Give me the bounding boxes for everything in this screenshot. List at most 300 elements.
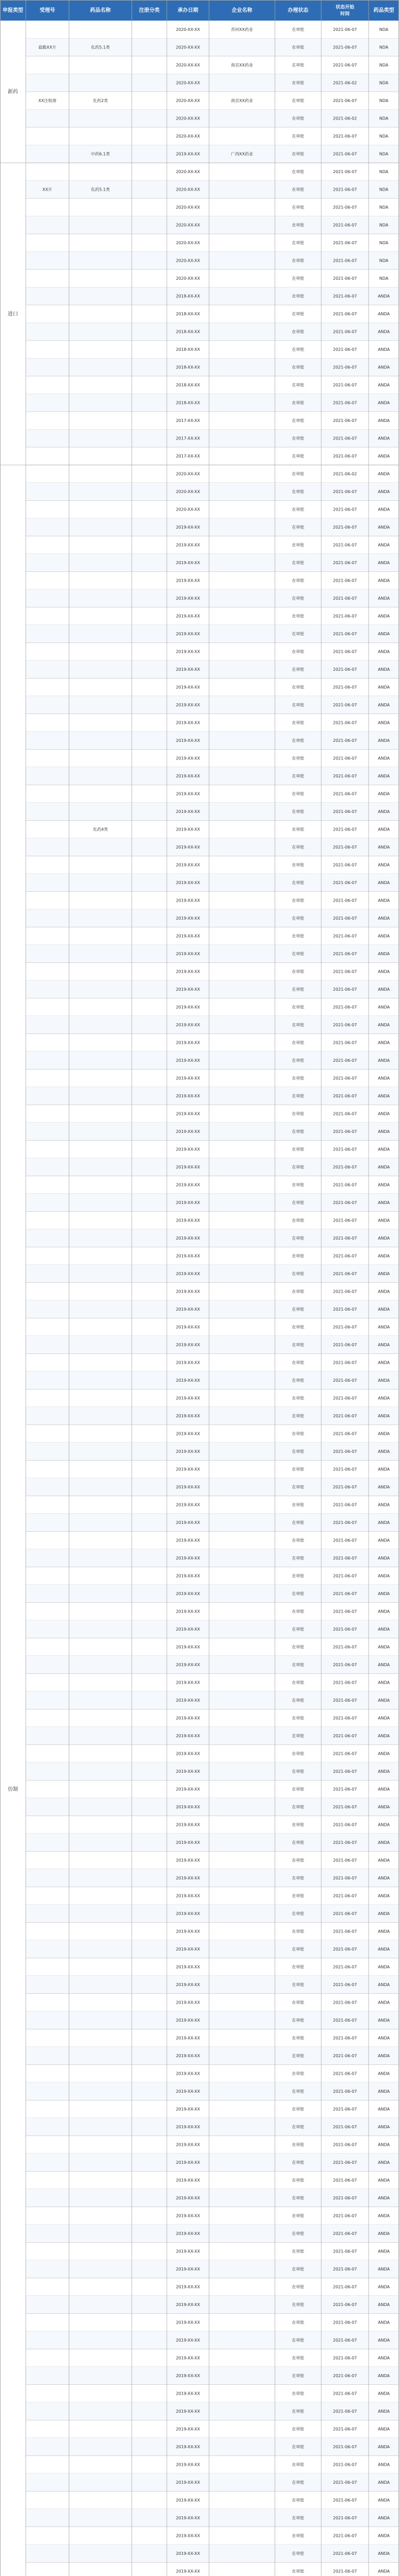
table-cell: 盐酸XX片	[38, 45, 57, 50]
table-cell: ANDA	[378, 791, 390, 796]
table-cell: 2021-06-07	[333, 2249, 357, 2254]
table-cell: 在审批	[292, 1076, 304, 1081]
table-cell: 2021-06-07	[333, 2320, 357, 2325]
table-cell: 2020-XX-XX	[176, 223, 200, 228]
table-cell: 在审批	[292, 862, 304, 868]
table-cell: 2021-06-07	[333, 1520, 357, 1525]
table-cell: 在审批	[292, 1858, 304, 1863]
table-cell: 在审批	[292, 2284, 304, 2290]
table-cell: 在审批	[292, 951, 304, 956]
table-cell: 2019-XX-XX	[176, 791, 200, 796]
table-cell: 在审批	[292, 1413, 304, 1418]
table-cell: 在审批	[292, 2124, 304, 2129]
table-cell: 2019-XX-XX	[176, 2355, 200, 2361]
table-cell: 在审批	[292, 773, 304, 778]
table-cell: 在审批	[292, 2160, 304, 2165]
table-cell: 2019-XX-XX	[176, 596, 200, 601]
table-cell: 2019-XX-XX	[176, 862, 200, 868]
table-cell: 2021-06-07	[333, 2142, 357, 2147]
table-cell: 在审批	[292, 720, 304, 725]
table-cell: 2019-XX-XX	[176, 1164, 200, 1170]
table-cell: 在审批	[292, 791, 304, 796]
table-cell: 在审批	[292, 809, 304, 814]
table-cell: 在审批	[292, 1484, 304, 1489]
table-cell: ANDA	[378, 1502, 390, 1507]
table-cell: ANDA	[378, 1182, 390, 1188]
table-cell: 2021-06-07	[333, 1787, 357, 1792]
table-cell: 2019-XX-XX	[176, 2107, 200, 2112]
table-cell: 2018-XX-XX	[176, 382, 200, 387]
table-cell: 在审批	[292, 1609, 304, 1614]
table-cell: NDA	[379, 169, 389, 174]
table-cell: ANDA	[378, 1325, 390, 1330]
table-cell: 在审批	[292, 1555, 304, 1561]
table-cell: 2019-XX-XX	[176, 1929, 200, 1934]
table-cell: ANDA	[378, 809, 390, 814]
table-cell: ANDA	[378, 1342, 390, 1347]
table-cell: ANDA	[378, 987, 390, 992]
table-cell: ANDA	[378, 1555, 390, 1561]
table-cell: 2021-06-07	[333, 1164, 357, 1170]
table-cell: 2019-XX-XX	[176, 1946, 200, 1952]
table-cell: ANDA	[378, 489, 390, 494]
table-cell: 2019-XX-XX	[176, 1502, 200, 1507]
table-cell: 2021-06-07	[333, 2266, 357, 2272]
table-cell: 2021-06-07	[333, 1129, 357, 1134]
table-cell: 2021-06-07	[333, 1147, 357, 1152]
table-cell: 2019-XX-XX	[176, 543, 200, 548]
table-cell: 2019-XX-XX	[176, 2071, 200, 2076]
table-cell: ANDA	[378, 1289, 390, 1294]
table-cell: ANDA	[378, 1716, 390, 1721]
table-cell: 在审批	[292, 1449, 304, 1454]
table-cell: ANDA	[378, 2036, 390, 2041]
table-cell: ANDA	[378, 1040, 390, 1045]
group-label: 仿制	[8, 1786, 18, 1792]
table-cell: ANDA	[378, 596, 390, 601]
header-cell: 承办日期	[178, 8, 198, 13]
table-cell: 在审批	[292, 1147, 304, 1152]
table-cell: 在审批	[292, 898, 304, 903]
table-cell: 在审批	[292, 702, 304, 707]
table-cell: 在审批	[292, 2355, 304, 2361]
table-cell: 2019-XX-XX	[176, 1040, 200, 1045]
table-cell: NDA	[379, 205, 389, 210]
table-cell: ANDA	[378, 1467, 390, 1472]
table-cell: 在审批	[292, 471, 304, 477]
table-cell: 2021-06-07	[333, 133, 357, 139]
table-cell: 2019-XX-XX	[176, 1093, 200, 1098]
table-cell: ANDA	[378, 685, 390, 690]
table-cell: 2021-06-07	[333, 1271, 357, 1276]
table-cell: 2021-06-07	[333, 880, 357, 885]
table-cell: 在审批	[292, 1058, 304, 1063]
table-cell: 2019-XX-XX	[176, 1822, 200, 1827]
table-cell: ANDA	[378, 1253, 390, 1259]
table-cell: ANDA	[378, 1200, 390, 1205]
table-cell: ANDA	[378, 1662, 390, 1667]
table-cell: 2019-XX-XX	[176, 1893, 200, 1899]
table-cell: 2021-06-07	[333, 2427, 357, 2432]
table-cell: ANDA	[378, 916, 390, 921]
table-cell: ANDA	[378, 1218, 390, 1223]
table-cell: 2019-XX-XX	[176, 1253, 200, 1259]
table-cell: 2019-XX-XX	[176, 2427, 200, 2432]
table-cell: 在审批	[292, 1840, 304, 1845]
table-cell: 化药4类	[93, 827, 108, 832]
table-cell: 在审批	[292, 2213, 304, 2218]
table-cell: 在审批	[292, 1182, 304, 1188]
table-cell: 2021-06-07	[333, 400, 357, 405]
table-cell: 2019-XX-XX	[176, 1378, 200, 1383]
table-cell: 在审批	[292, 1022, 304, 1027]
table-cell: 苏州XX药业	[231, 27, 253, 32]
table-cell: 2021-06-07	[333, 2231, 357, 2236]
table-cell: 2019-XX-XX	[176, 1751, 200, 1756]
table-cell: 2019-XX-XX	[176, 2480, 200, 2485]
table-cell: ANDA	[378, 471, 390, 477]
table-cell: 2021-06-07	[333, 2462, 357, 2467]
table-cell: ANDA	[378, 844, 390, 850]
table-cell: 在审批	[292, 27, 304, 32]
table-cell: 2018-XX-XX	[176, 365, 200, 370]
table-cell: 2020-XX-XX	[176, 507, 200, 512]
table-cell: 2018-XX-XX	[176, 294, 200, 299]
table-cell: ANDA	[378, 1893, 390, 1899]
table-cell: 2019-XX-XX	[176, 1396, 200, 1401]
table-cell: 2019-XX-XX	[176, 2266, 200, 2272]
table-cell: 在审批	[292, 80, 304, 86]
table-cell: 2019-XX-XX	[176, 1804, 200, 1809]
table-cell: NDA	[379, 98, 389, 103]
table-cell: 2019-XX-XX	[176, 1022, 200, 1027]
table-cell: 在审批	[292, 1502, 304, 1507]
table-cell: 2021-06-07	[333, 2337, 357, 2343]
table-cell: 2021-06-07	[333, 2000, 357, 2005]
table-cell: ANDA	[378, 631, 390, 636]
table-cell: 在审批	[292, 2178, 304, 2183]
table-cell: 2019-XX-XX	[176, 756, 200, 761]
table-cell: 在审批	[292, 453, 304, 459]
table-cell: 2021-06-07	[333, 1396, 357, 1401]
table-cell: 在审批	[292, 151, 304, 157]
table-cell: ANDA	[378, 2373, 390, 2378]
table-cell: 2021-06-07	[333, 2480, 357, 2485]
table-cell: 2019-XX-XX	[176, 685, 200, 690]
table-cell: ANDA	[378, 1982, 390, 1987]
table-cell: 2020-XX-XX	[176, 45, 200, 50]
table-cell: 2021-06-07	[333, 844, 357, 850]
table-cell: 2021-06-07	[333, 2284, 357, 2290]
table-cell: 在审批	[292, 2444, 304, 2449]
table-cell: 2019-XX-XX	[176, 1982, 200, 1987]
table-cell: 2019-XX-XX	[176, 1431, 200, 1436]
table-cell: 2019-XX-XX	[176, 2213, 200, 2218]
table-cell: 2021-06-07	[333, 2124, 357, 2129]
table-cell: 在审批	[292, 1520, 304, 1525]
table-cell: 2021-06-07	[333, 27, 357, 32]
table-cell: 在审批	[292, 1289, 304, 1294]
table-cell: ANDA	[378, 1858, 390, 1863]
table-cell: ANDA	[378, 453, 390, 459]
table-cell: ANDA	[378, 2053, 390, 2058]
table-cell: ANDA	[378, 1111, 390, 1116]
table-cell: 2019-XX-XX	[176, 1680, 200, 1685]
table-cell: ANDA	[378, 382, 390, 387]
table-cell: 2021-06-07	[333, 329, 357, 334]
table-cell: 2021-06-07	[333, 1591, 357, 1596]
table-cell: ANDA	[378, 1413, 390, 1418]
table-cell: NDA	[379, 45, 389, 50]
table-cell: ANDA	[378, 1733, 390, 1738]
table-cell: ANDA	[378, 2391, 390, 2396]
table-cell: 在审批	[292, 1645, 304, 1650]
table-cell: 在审批	[292, 524, 304, 530]
table-cell: 2019-XX-XX	[176, 1875, 200, 1880]
table-cell: 在审批	[292, 1822, 304, 1827]
table-cell: 2021-06-07	[333, 1573, 357, 1579]
table-cell: 2017-XX-XX	[176, 418, 200, 423]
table-cell: ANDA	[378, 1307, 390, 1312]
table-cell: 2020-XX-XX	[176, 133, 200, 139]
table-cell: ANDA	[378, 969, 390, 974]
table-cell: 2021-06-07	[333, 560, 357, 565]
table-cell: 在审批	[292, 365, 304, 370]
header-cell: 企业名称	[232, 8, 252, 13]
table-cell: 2021-06-07	[333, 489, 357, 494]
table-cell: 2021-06-07	[333, 1307, 357, 1312]
table-cell: ANDA	[378, 1396, 390, 1401]
table-cell: ANDA	[378, 1129, 390, 1134]
table-cell: ANDA	[378, 720, 390, 725]
table-cell: 2021-06-02	[333, 116, 357, 121]
table-cell: 在审批	[292, 1253, 304, 1259]
table-cell: 2021-06-07	[333, 205, 357, 210]
table-cell: 2021-06-07	[333, 1946, 357, 1952]
table-cell: 2019-XX-XX	[176, 1289, 200, 1294]
table-cell: NDA	[379, 240, 389, 245]
table-cell: 2019-XX-XX	[176, 1698, 200, 1703]
table-cell: 在审批	[292, 1111, 304, 1116]
table-cell: ANDA	[378, 1929, 390, 1934]
table-cell: 2018-XX-XX	[176, 347, 200, 352]
table-cell: 2021-06-07	[333, 2160, 357, 2165]
table-cell: 在审批	[292, 1467, 304, 1472]
table-cell: 2019-XX-XX	[176, 1645, 200, 1650]
table-cell: 2021-06-07	[333, 1413, 357, 1418]
table-cell: 2021-06-07	[333, 1645, 357, 1650]
table-cell: 2019-XX-XX	[176, 2462, 200, 2467]
table-cell: 2019-XX-XX	[176, 2195, 200, 2200]
table-cell: 2021-06-07	[333, 169, 357, 174]
table-cell: ANDA	[378, 2213, 390, 2218]
group-label: 进口	[8, 311, 18, 317]
table-cell: 在审批	[292, 223, 304, 228]
table-cell: 2019-XX-XX	[176, 1484, 200, 1489]
table-cell: 在审批	[292, 1751, 304, 1756]
table-cell: 2021-06-07	[333, 578, 357, 583]
table-cell: 中药6.1类	[91, 151, 110, 157]
table-cell: 2020-XX-XX	[176, 276, 200, 281]
table-cell: 2021-06-07	[333, 2551, 357, 2556]
table-cell: 在审批	[292, 329, 304, 334]
table-cell: ANDA	[378, 1378, 390, 1383]
table-cell: 在审批	[292, 1929, 304, 1934]
table-cell: 2019-XX-XX	[176, 2124, 200, 2129]
table-cell: ANDA	[378, 1875, 390, 1880]
table-cell: 2021-06-07	[333, 1751, 357, 1756]
table-cell: ANDA	[378, 934, 390, 939]
table-cell: 在审批	[292, 560, 304, 565]
header-cell: 受理号	[40, 8, 55, 13]
table-cell: 在审批	[292, 2337, 304, 2343]
table-cell: 在审批	[292, 1964, 304, 1970]
table-cell: ANDA	[378, 1626, 390, 1632]
table-cell: 2021-06-07	[333, 1893, 357, 1899]
table-cell: 在审批	[292, 45, 304, 50]
table-cell: 在审批	[292, 738, 304, 743]
table-cell: 2021-06-07	[333, 738, 357, 743]
table-cell: 2019-XX-XX	[176, 1555, 200, 1561]
table-cell: 2021-06-07	[333, 1040, 357, 1045]
table-cell: 2021-06-07	[333, 276, 357, 281]
table-cell: NDA	[379, 223, 389, 228]
table-cell: 在审批	[292, 578, 304, 583]
table-cell: 2021-06-07	[333, 151, 357, 157]
table-cell: ANDA	[378, 1076, 390, 1081]
table-cell: 2019-XX-XX	[176, 880, 200, 885]
table-cell: 2019-XX-XX	[176, 1467, 200, 1472]
table-cell: ANDA	[378, 1431, 390, 1436]
table-cell: ANDA	[378, 1645, 390, 1650]
table-cell: 在审批	[292, 276, 304, 281]
table-cell: ANDA	[378, 2551, 390, 2556]
table-cell: 2019-XX-XX	[176, 614, 200, 619]
table-cell: 2021-06-07	[333, 1875, 357, 1880]
table-cell: 2021-06-07	[333, 2089, 357, 2094]
table-cell: 2021-06-07	[333, 187, 357, 192]
table-cell: NDA	[379, 116, 389, 121]
table-cell: ANDA	[378, 2409, 390, 2414]
table-cell: 2019-XX-XX	[176, 2551, 200, 2556]
table-cell: 2019-XX-XX	[176, 631, 200, 636]
table-cell: 2021-06-07	[333, 2498, 357, 2503]
table-cell: 2018-XX-XX	[176, 400, 200, 405]
table-cell: 2020-XX-XX	[176, 116, 200, 121]
table-cell: 2020-XX-XX	[176, 258, 200, 263]
table-cell: ANDA	[378, 827, 390, 832]
table-cell: 在审批	[292, 987, 304, 992]
table-cell: 2021-06-07	[333, 916, 357, 921]
table-cell: 2019-XX-XX	[176, 2569, 200, 2574]
table-cell: ANDA	[378, 2569, 390, 2574]
table-cell: 2021-06-07	[333, 2409, 357, 2414]
table-cell: ANDA	[378, 773, 390, 778]
table-cell: 2021-06-07	[333, 1964, 357, 1970]
table-cell: ANDA	[378, 1271, 390, 1276]
table-cell: 在审批	[292, 2498, 304, 2503]
table-cell: 2019-XX-XX	[176, 1076, 200, 1081]
table-cell: 2021-06-07	[333, 1484, 357, 1489]
table-cell: ANDA	[378, 1058, 390, 1063]
table-cell: ANDA	[378, 738, 390, 743]
table-cell: 2020-XX-XX	[176, 169, 200, 174]
table-cell: ANDA	[378, 2427, 390, 2432]
table-cell: 2021-06-07	[333, 1822, 357, 1827]
table-cell: NDA	[379, 187, 389, 192]
table-cell: 在审批	[292, 631, 304, 636]
table-cell: 2019-XX-XX	[176, 2178, 200, 2183]
table-cell: 在审批	[292, 2462, 304, 2467]
table-cell: 2021-06-07	[333, 347, 357, 352]
table-cell: 2021-06-07	[333, 685, 357, 690]
table-cell: 2019-XX-XX	[176, 2409, 200, 2414]
header-cell: 时间	[340, 11, 350, 17]
table-cell: 2021-06-07	[333, 258, 357, 263]
table-cell: 2019-XX-XX	[176, 2160, 200, 2165]
table-cell: 在审批	[292, 969, 304, 974]
table-cell: 2021-06-07	[333, 436, 357, 441]
table-cell: ANDA	[378, 2018, 390, 2023]
table-cell: 在审批	[292, 827, 304, 832]
table-cell: 在审批	[292, 2107, 304, 2112]
table-cell: ANDA	[378, 1804, 390, 1809]
table-cell: 2019-XX-XX	[176, 1733, 200, 1738]
table-cell: 2019-XX-XX	[176, 2142, 200, 2147]
table-cell: 2021-06-07	[333, 240, 357, 245]
table-cell: 在审批	[292, 1396, 304, 1401]
table-cell: 2019-XX-XX	[176, 1342, 200, 1347]
table-cell: 2019-XX-XX	[176, 1911, 200, 1916]
table-cell: 2020-XX-XX	[176, 62, 200, 67]
table-cell: NDA	[379, 62, 389, 67]
table-cell: ANDA	[378, 400, 390, 405]
table-cell: 2021-06-07	[333, 1538, 357, 1543]
table-cell: 2019-XX-XX	[176, 560, 200, 565]
table-cell: 在审批	[292, 1626, 304, 1632]
table-cell: 在审批	[292, 1893, 304, 1899]
table-cell: 2019-XX-XX	[176, 1787, 200, 1792]
table-cell: 2019-XX-XX	[176, 2320, 200, 2325]
table-cell: 2021-06-07	[333, 2373, 357, 2378]
table-cell: 在审批	[292, 2231, 304, 2236]
table-cell: 在审批	[292, 489, 304, 494]
table-cell: 2021-06-07	[333, 987, 357, 992]
table-cell: 2020-XX-XX	[176, 98, 200, 103]
table-cell: 2017-XX-XX	[176, 436, 200, 441]
table-cell: 2021-06-07	[333, 1289, 357, 1294]
table-cell: 2021-06-07	[333, 1982, 357, 1987]
table-cell: 2019-XX-XX	[176, 969, 200, 974]
table-cell: ANDA	[378, 1591, 390, 1596]
table-cell: ANDA	[378, 2480, 390, 2485]
table-cell: 2019-XX-XX	[176, 809, 200, 814]
table-cell: 2021-06-07	[333, 667, 357, 672]
table-cell: 2019-XX-XX	[176, 1325, 200, 1330]
table-cell: 在审批	[292, 916, 304, 921]
table-cell: 在审批	[292, 1360, 304, 1365]
table-cell: ANDA	[378, 1698, 390, 1703]
table-cell: 2021-06-07	[333, 827, 357, 832]
table-cell: 在审批	[292, 1218, 304, 1223]
table-cell: 2019-XX-XX	[176, 1413, 200, 1418]
group-label: 新药	[8, 89, 18, 95]
table-cell: 2019-XX-XX	[176, 898, 200, 903]
table-cell: 2021-06-07	[333, 45, 357, 50]
table-cell: 在审批	[292, 1982, 304, 1987]
table-cell: 在审批	[292, 2249, 304, 2254]
table-cell: 2019-XX-XX	[176, 1271, 200, 1276]
